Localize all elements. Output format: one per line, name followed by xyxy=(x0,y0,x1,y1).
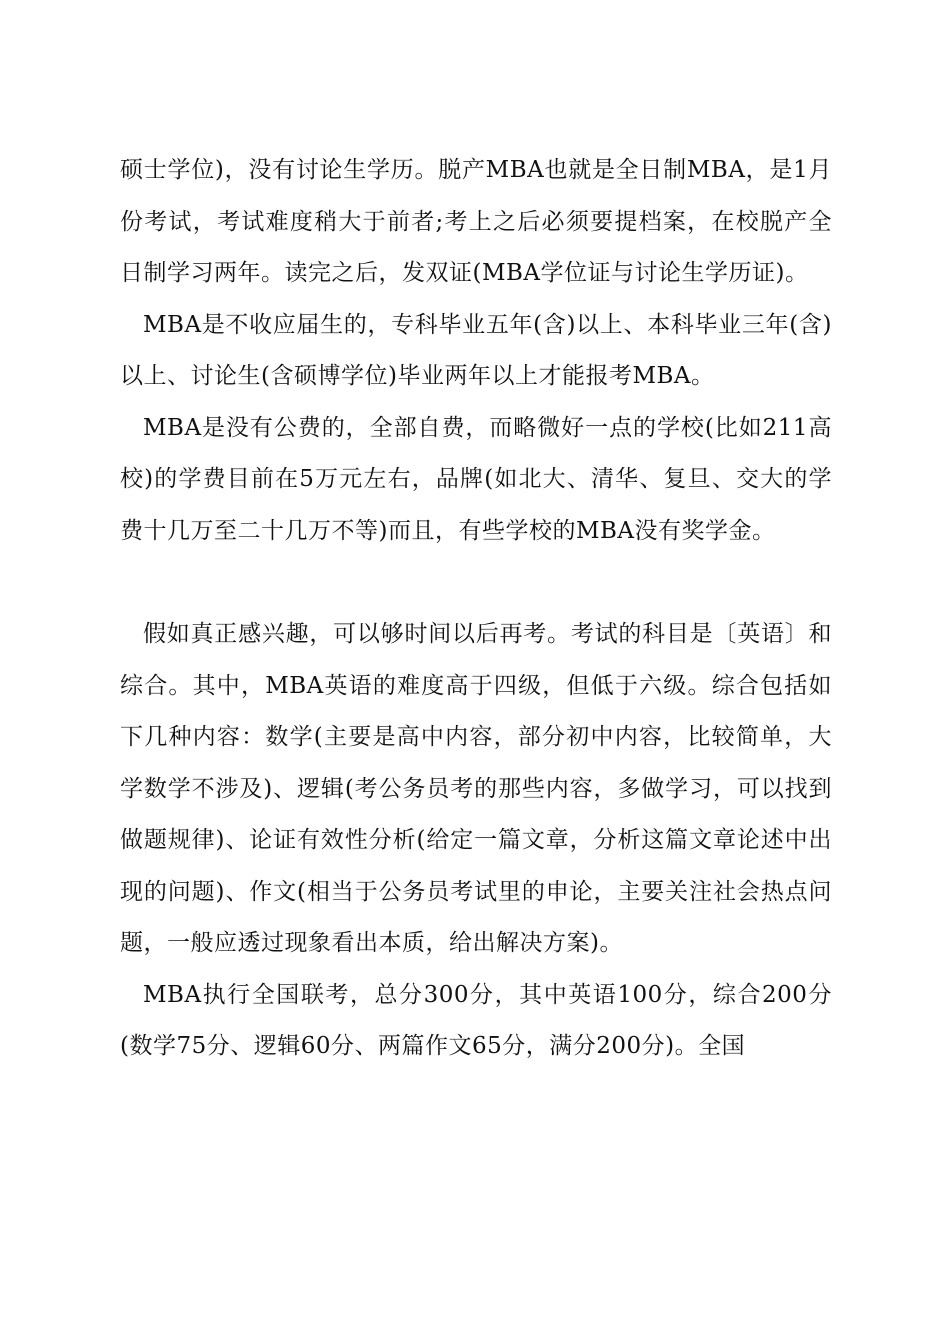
paragraph-eligibility: MBA是不收应届生的，专科毕业五年(含)以上、本科毕业三年(含)以上、讨论生(含硕博学位)毕业两年以上才能报考MBA。 xyxy=(120,311,832,389)
paragraph-exam-subjects: 假如真正感兴趣，可以够时间以后再考。考试的科目是〔英语〕和综合。其中，MBA英语的难度高于四级，但低于六级。综合包括如下几种内容：数学(主要是高中内容，部分初中内容，比较简单，大学数学不涉及)、逻辑(考公务员考的那些内容，多做学习，可以找到做题规律)、论证有效性分析(给定一篇文章，分析这篇文章论述中出现的问题)、作文(相当于公务员考试里的申论，主要关注社会热点问题，一般应透过现象看出本质，给出解决方案)。 xyxy=(120,621,832,956)
paragraph-exam-scoring: MBA执行全国联考，总分300分，其中英语100分，综合200分(数学75分、逻辑60分、两篇作文65分，满分200分)。全国 xyxy=(120,981,832,1059)
paragraph-continuation: 硕士学位)，没有讨论生学历。脱产MBA也就是全日制MBA，是1月份考试，考试难度稍大于前者;考上之后必须要提档案，在校脱产全日制学习两年。读完之后，发双证(MBA学位证与讨论生学历证)。 xyxy=(120,157,832,286)
document-body xyxy=(120,145,832,1073)
paragraph-tuition: MBA是没有公费的，全部自费，而略微好一点的学校(比如211高校)的学费目前在5万元左右，品牌(如北大、清华、复旦、交大的学费十几万至二十几万不等)而且，有些学校的MBA没有奖学金。 xyxy=(120,414,832,544)
paragraph-spacer xyxy=(120,557,832,609)
